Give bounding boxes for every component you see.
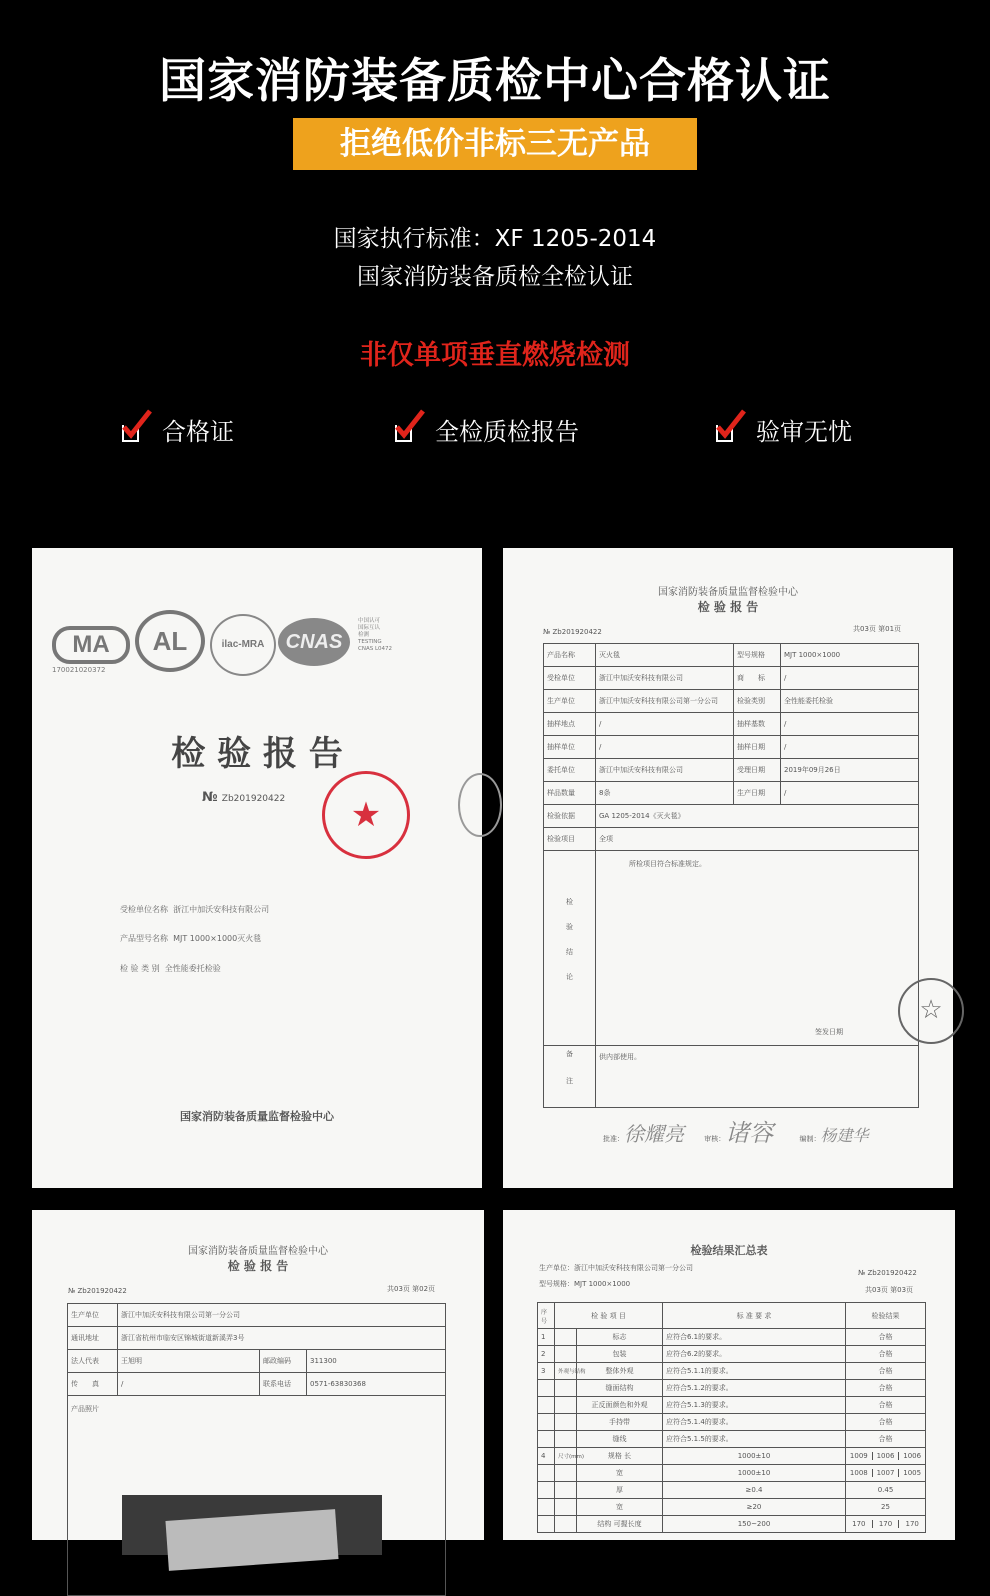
check-item-audit: [716, 412, 852, 447]
requirement: 应符合5.1.2的要求。: [663, 1380, 846, 1397]
highlight-text: 非仅单项垂直燃烧检测: [360, 340, 630, 371]
table-row: [538, 1516, 926, 1533]
field-label: 受检单位: [544, 667, 596, 690]
conclusion-label: 检验结论: [544, 851, 596, 1046]
field-value: 全性能委托检验: [164, 964, 221, 973]
ilac-mra-logo: ilac-MRA: [210, 614, 276, 676]
inspection-report-cover: [32, 548, 482, 1188]
result-value: 170: [898, 1520, 925, 1528]
column-header: 检 验 项 目: [555, 1303, 663, 1329]
report-title: 检 验 报 告: [171, 734, 343, 774]
row-number: [538, 1465, 555, 1482]
row-number: 2: [538, 1346, 555, 1363]
table-row: [538, 1499, 926, 1516]
item-group: 外观与结构: [555, 1363, 577, 1380]
requirement: 应符合6.2的要求。: [663, 1346, 846, 1363]
field-value: 8条: [596, 782, 734, 805]
field-label: 抽样日期: [734, 736, 781, 759]
item-name: 宽: [577, 1499, 663, 1516]
field-value: 灭火毯: [596, 644, 734, 667]
result-value: 合格: [878, 1350, 893, 1358]
result-value: 1007: [872, 1469, 899, 1477]
remark-label: 备注: [544, 1046, 596, 1108]
field-label: 抽样单位: [544, 736, 596, 759]
inspection-results-summary: [503, 1210, 955, 1540]
requirement: 应符合5.1.4的要求。: [663, 1414, 846, 1431]
field-label: 产品名称: [544, 644, 596, 667]
page-indicator: 共03页 第01页: [853, 625, 902, 633]
field-row: [120, 904, 269, 915]
table-row: [544, 782, 919, 805]
number-value: Zb201920422: [221, 794, 286, 804]
field-label: 检验项目: [544, 828, 596, 851]
table-row: [538, 1482, 926, 1499]
result-cell: [846, 1346, 926, 1363]
field-label: 联系电话: [260, 1373, 307, 1396]
field-label: 生产单位: [544, 690, 596, 713]
page-indicator: 共03页 第02页: [387, 1285, 436, 1293]
result-value: 合格: [878, 1367, 893, 1375]
cnas-line: CNAS L0472: [358, 646, 393, 652]
item-name: 缝线: [577, 1431, 663, 1448]
table-row: [68, 1304, 446, 1327]
field-row: [120, 963, 221, 974]
field-label: 型号规格: [734, 644, 781, 667]
signature: 徐耀亮: [624, 1122, 684, 1146]
photo-label: 产品照片: [68, 1396, 446, 1596]
field-value: 311300: [307, 1350, 446, 1373]
field-label: 生产单位: [68, 1304, 118, 1327]
field-value: MJT 1000×1000灭火毯: [173, 934, 262, 943]
field-value: /: [596, 736, 734, 759]
checkbox-checked-icon: [122, 419, 144, 441]
requirement: ≥20: [663, 1499, 846, 1516]
item-group: [555, 1346, 577, 1363]
seal-edge: [458, 773, 502, 837]
result-cell: [846, 1431, 926, 1448]
table-row: [538, 1465, 926, 1482]
model-text: 型号规格：MJT 1000×1000: [539, 1280, 631, 1288]
result-cell: [846, 1499, 926, 1516]
result-cell: [846, 1465, 926, 1482]
conclusion-cell: [596, 851, 919, 1046]
field-row: [120, 933, 261, 944]
field-label: 受理日期: [734, 759, 781, 782]
report-org: 国家消防装备质量监督检验中心: [658, 587, 798, 598]
table-row: [544, 851, 919, 1046]
field-value: /: [781, 713, 919, 736]
result-cell: [846, 1414, 926, 1431]
field-label: 传 真: [68, 1373, 118, 1396]
field-value: 浙江中加沃安科技有限公司第一分公司: [596, 690, 734, 713]
field-label: 检验依据: [544, 805, 596, 828]
field-value: /: [781, 736, 919, 759]
item-group: [555, 1516, 577, 1533]
result-cell: [846, 1482, 926, 1499]
company-seal-star-icon: ★: [322, 771, 410, 859]
field-label: 商 标: [734, 667, 781, 690]
table-row: [544, 805, 919, 828]
item-group: [555, 1414, 577, 1431]
field-value: 浙江省杭州市临安区锦城街道新溪弄3号: [118, 1327, 446, 1350]
field-value: /: [118, 1373, 260, 1396]
checkbox-checked-icon: [395, 419, 417, 441]
table-row: [544, 713, 919, 736]
signature: 杨建华: [820, 1126, 869, 1145]
table-row: [538, 1397, 926, 1414]
field-value: 浙江中加沃安科技有限公司: [596, 667, 734, 690]
result-value: 25: [881, 1503, 890, 1511]
page-indicator: 共03页 第03页: [865, 1286, 914, 1294]
item-group: [555, 1499, 577, 1516]
item-name: 厚: [577, 1482, 663, 1499]
item-name: 规格 长: [577, 1448, 663, 1465]
row-number: 3: [538, 1363, 555, 1380]
requirement: 应符合5.1.5的要求。: [663, 1431, 846, 1448]
inspection-report-page-2: [32, 1210, 484, 1540]
field-label: 法人代表: [68, 1350, 118, 1373]
row-number: [538, 1482, 555, 1499]
table-row: [544, 667, 919, 690]
item-name: 正反面颜色和外观: [577, 1397, 663, 1414]
field-value: 浙江中加沃安科技有限公司: [173, 905, 270, 914]
issue-date-label: 签发日期: [815, 1028, 843, 1036]
result-value: 1008: [849, 1469, 868, 1477]
result-value: 合格: [878, 1418, 893, 1426]
check-item-report: [395, 412, 579, 447]
report-title: 检 验 报 告: [697, 600, 759, 614]
field-value: 浙江中加沃安科技有限公司第一分公司: [118, 1304, 446, 1327]
field-value: MJT 1000×1000: [781, 644, 919, 667]
field-value: 全项: [596, 828, 919, 851]
result-value: 1005: [898, 1469, 925, 1477]
item-name: 标志: [577, 1329, 663, 1346]
table-row: [544, 690, 919, 713]
result-value: 合格: [878, 1435, 893, 1443]
check-label: 全检质检报告: [435, 418, 579, 446]
row-number: [538, 1380, 555, 1397]
field-label: 通讯地址: [68, 1327, 118, 1350]
result-value: 1009: [849, 1452, 868, 1460]
item-name: 结构 可握长度: [577, 1516, 663, 1533]
item-group: [555, 1431, 577, 1448]
item-name: 手持带: [577, 1414, 663, 1431]
result-cell: [846, 1516, 926, 1533]
table-row: [544, 828, 919, 851]
report-number: [202, 790, 285, 805]
result-cell: [846, 1380, 926, 1397]
result-cell: [846, 1397, 926, 1414]
requirement: ≥0.4: [663, 1482, 846, 1499]
result-value: 170: [872, 1520, 899, 1528]
row-number: [538, 1414, 555, 1431]
signature: 诸容: [725, 1119, 774, 1147]
item-group: [555, 1329, 577, 1346]
issuer-footer: 国家消防装备质量监督检验中心: [180, 1110, 334, 1123]
cnas-logo: CNAS: [278, 618, 350, 666]
cnas-text: [358, 618, 392, 653]
field-label: 检验类别: [734, 690, 781, 713]
table-row: [538, 1363, 926, 1380]
result-value: 170: [852, 1520, 866, 1528]
item-group: [555, 1465, 577, 1482]
field-label: 邮政编码: [260, 1350, 307, 1373]
cnas-line: TESTING: [358, 639, 382, 645]
item-group: [555, 1397, 577, 1414]
remark-text: 供内部使用。: [596, 1046, 919, 1108]
field-value: /: [596, 713, 734, 736]
certification-text: 国家消防装备质检全检认证: [357, 264, 633, 290]
table-row: [544, 644, 919, 667]
item-group: [555, 1482, 577, 1499]
conclusion-text: 所检项目符合标准规定。: [629, 860, 706, 868]
field-value: 浙江中加沃安科技有限公司: [596, 759, 734, 782]
field-label: 样品数量: [544, 782, 596, 805]
field-label: 检 验 类 别: [120, 964, 160, 973]
cnas-line: 国际互认: [358, 625, 381, 631]
field-value: 2019年09月26日: [781, 759, 919, 782]
standard-text: 国家执行标准：XF 1205-2014: [333, 226, 657, 252]
table-row: [538, 1431, 926, 1448]
row-number: [538, 1516, 555, 1533]
column-header: 序号: [538, 1303, 555, 1329]
cma-number: 170021020372: [52, 666, 106, 674]
item-name: 宽: [577, 1465, 663, 1482]
table-row: [538, 1346, 926, 1363]
report-number: № Zb201920422: [543, 628, 602, 636]
check-label: 验审无忧: [756, 418, 852, 446]
row-number: [538, 1499, 555, 1516]
table-row: [544, 759, 919, 782]
result-cell: [846, 1329, 926, 1346]
column-header: 标 准 要 求: [663, 1303, 846, 1329]
summary-title: 检验结果汇总表: [690, 1244, 768, 1257]
field-label: 生产日期: [734, 782, 781, 805]
row-number: 1: [538, 1329, 555, 1346]
number-label: №: [202, 790, 218, 805]
field-label: 抽样基数: [734, 713, 781, 736]
signer-role: 审核：: [704, 1135, 726, 1143]
results-table: [537, 1302, 926, 1533]
cnas-line: 中国认可: [358, 618, 381, 624]
table-row: [544, 736, 919, 759]
field-label: 受检单位名称: [120, 905, 168, 914]
table-row: [538, 1329, 926, 1346]
field-value: /: [781, 667, 919, 690]
result-value: 1006: [872, 1452, 899, 1460]
result-value: 合格: [878, 1401, 893, 1409]
report-number: № Zb201920422: [858, 1269, 917, 1277]
table-row: [538, 1303, 926, 1329]
field-value: 全性能委托检验: [781, 690, 919, 713]
field-label: 产品型号名称: [120, 934, 168, 943]
table-row: [68, 1373, 446, 1396]
report-title: 检 验 报 告: [227, 1259, 289, 1273]
check-item-certificate: [122, 412, 234, 447]
table-row: [68, 1350, 446, 1373]
column-header: 检验结果: [846, 1303, 926, 1329]
field-label: 委托单位: [544, 759, 596, 782]
item-name: 缝面结构: [577, 1380, 663, 1397]
requirement: 应符合5.1.3的要求。: [663, 1397, 846, 1414]
requirement: 应符合6.1的要求。: [663, 1329, 846, 1346]
signer-role: 编制：: [799, 1135, 821, 1143]
report-number: № Zb201920422: [68, 1287, 127, 1295]
product-photo: [122, 1495, 382, 1555]
requirement: 150~200: [663, 1516, 846, 1533]
signers: [603, 1113, 868, 1148]
requirement: 1000±10: [663, 1448, 846, 1465]
signer-role: 批准：: [603, 1135, 624, 1143]
field-value: /: [781, 782, 919, 805]
field-label: 抽样地点: [544, 713, 596, 736]
producer-text: 生产单位：浙江中加沃安科技有限公司第一分公司: [539, 1264, 693, 1272]
cma-logo: MA: [52, 626, 130, 664]
table-row: [68, 1327, 446, 1350]
inspection-seal-star-icon: ☆: [898, 978, 964, 1044]
table-row: [538, 1448, 926, 1465]
item-name: 整体外观: [577, 1363, 663, 1380]
field-value: 王旭明: [118, 1350, 260, 1373]
result-value: 合格: [878, 1384, 893, 1392]
page-title: 国家消防装备质检中心合格认证: [159, 54, 831, 109]
inspection-report-page-1: [503, 548, 953, 1188]
report-org: 国家消防装备质量监督检验中心: [188, 1246, 328, 1257]
requirement: 1000±10: [663, 1465, 846, 1482]
result-cell: [846, 1363, 926, 1380]
row-number: [538, 1431, 555, 1448]
result-value: 1006: [898, 1452, 925, 1460]
table-row: [538, 1380, 926, 1397]
result-value: 合格: [878, 1333, 893, 1341]
result-value: 0.45: [877, 1486, 894, 1494]
checkbox-checked-icon: [716, 419, 738, 441]
cnas-line: 检测: [358, 632, 370, 638]
table-row: [538, 1414, 926, 1431]
cal-logo: AL: [135, 610, 205, 672]
result-cell: [846, 1448, 926, 1465]
field-value: 0571-63830368: [307, 1373, 446, 1396]
item-group: 尺寸(mm): [555, 1448, 577, 1465]
item-group: [555, 1380, 577, 1397]
requirement: 应符合5.1.1的要求。: [663, 1363, 846, 1380]
check-label: 合格证: [162, 418, 234, 446]
row-number: 4: [538, 1448, 555, 1465]
table-row: [544, 1046, 919, 1108]
field-value: GA 1205-2014《灭火毯》: [596, 805, 919, 828]
promo-badge: 拒绝低价非标三无产品: [293, 118, 697, 170]
row-number: [538, 1397, 555, 1414]
item-name: 包装: [577, 1346, 663, 1363]
report-info-table: [543, 643, 919, 1108]
